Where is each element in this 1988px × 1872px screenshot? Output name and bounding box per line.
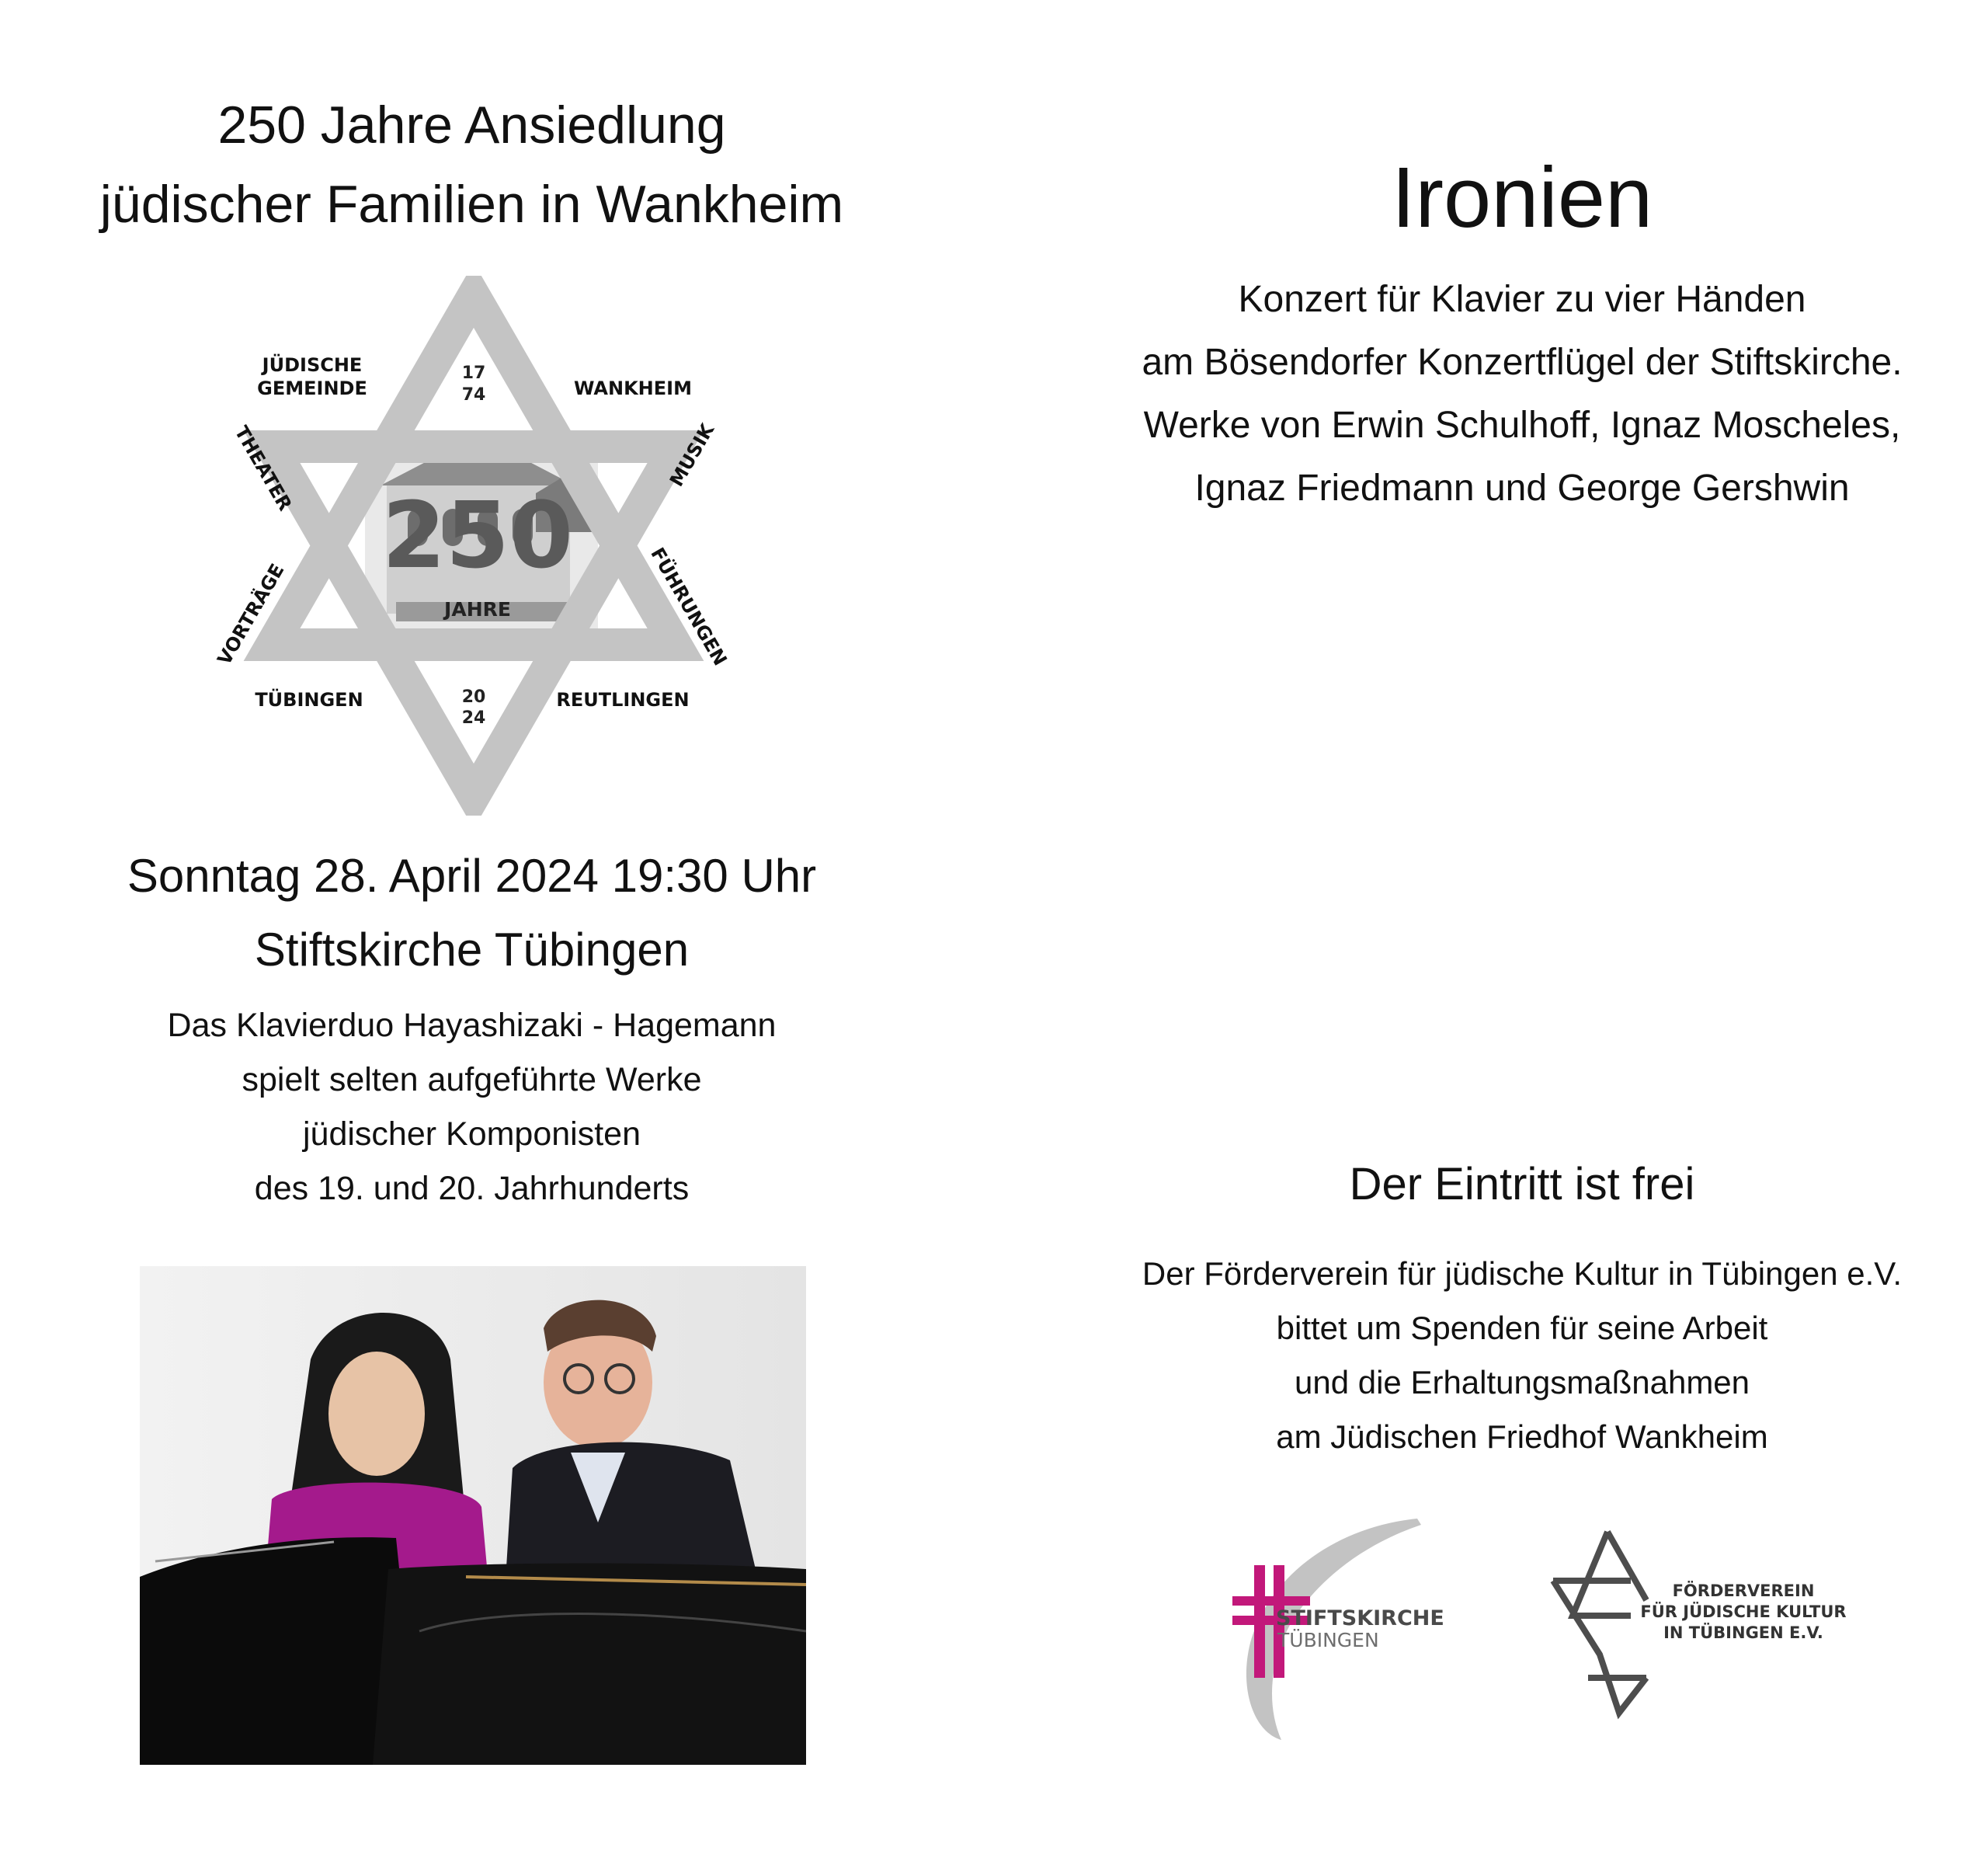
stiftskirche-logo-line1: STIFTSKIRCHE <box>1276 1606 1444 1630</box>
year-top-a: 17 <box>461 364 486 383</box>
support-line-4: am Jüdischen Friedhof Wankheim <box>1276 1418 1768 1455</box>
concert-description <box>1033 268 1988 520</box>
donation-note <box>1033 1247 1988 1464</box>
duo-line-3: jüdischer Komponisten <box>302 1115 641 1153</box>
stiftskirche-logo <box>1223 1511 1456 1744</box>
desc-line-1: Konzert für Klavier zu vier Händen <box>1238 279 1806 320</box>
star-of-david-250-logo <box>210 276 738 816</box>
desc-line-3: Werke von Erwin Schulhoff, Ignaz Moscheles, <box>1143 405 1901 446</box>
label-reutlingen: REUTLINGEN <box>556 689 690 711</box>
star-icon <box>1553 1532 1646 1713</box>
label-musik: MUSIK <box>665 419 719 491</box>
foerderverein-line2: FÜR JÜDISCHE KULTUR <box>1640 1602 1847 1621</box>
label-wankheim: WANKHEIM <box>574 378 692 399</box>
desc-line-4: Ignaz Friedmann und George Gershwin <box>1194 468 1850 509</box>
heading-line-1: 250 Jahre Ansiedlung <box>217 96 726 155</box>
foerderverein-line1: FÖRDERVEREIN <box>1672 1581 1815 1600</box>
star-number: 250 <box>381 482 574 589</box>
duo-line-2: spielt selten aufgeführte Werke <box>242 1061 702 1098</box>
year-bottom-b: 24 <box>461 708 486 728</box>
event-venue: Stiftskirche Tübingen <box>254 924 690 976</box>
star-sub: JAHRE <box>444 598 511 621</box>
event-heading <box>0 85 944 244</box>
label-gemeinde: GEMEINDE <box>257 378 367 399</box>
piano-duo-photo <box>140 1266 806 1765</box>
event-date: Sonntag 28. April 2024 19:30 Uhr <box>127 850 817 902</box>
label-juedische: JÜDISCHE <box>262 354 363 376</box>
desc-line-2: am Bösendorfer Konzertflügel der Stiftskirche. <box>1142 342 1903 383</box>
concert-title: Ironien <box>1391 150 1653 245</box>
stiftskirche-logo-line2: TÜBINGEN <box>1277 1629 1379 1651</box>
label-tuebingen: TÜBINGEN <box>255 689 363 711</box>
heading-line-2: jüdischer Familien in Wankheim <box>99 175 844 234</box>
foerderverein-logo <box>1545 1522 1848 1724</box>
duo-line-1: Das Klavierduo Hayashizaki - Hagemann <box>167 1007 777 1044</box>
duo-line-4: des 19. und 20. Jahrhunderts <box>254 1170 690 1207</box>
label-vortraege: VORTRÄGE <box>213 560 289 669</box>
year-bottom-a: 20 <box>461 687 486 707</box>
year-top-b: 74 <box>461 385 486 405</box>
free-entry-heading: Der Eintritt ist frei <box>1349 1159 1695 1209</box>
foerderverein-line3: IN TÜBINGEN E.V. <box>1663 1623 1823 1642</box>
duo-description <box>0 998 944 1216</box>
support-line-2: bittet um Spenden für seine Arbeit <box>1276 1310 1768 1346</box>
support-line-3: und die Erhaltungsmaßnahmen <box>1294 1364 1750 1401</box>
label-fuehrungen: FÜHRUNGEN <box>646 544 732 670</box>
label-theater: THEATER <box>230 422 297 515</box>
support-line-1: Der Förderverein für jüdische Kultur in Tübingen e.V. <box>1142 1255 1903 1292</box>
